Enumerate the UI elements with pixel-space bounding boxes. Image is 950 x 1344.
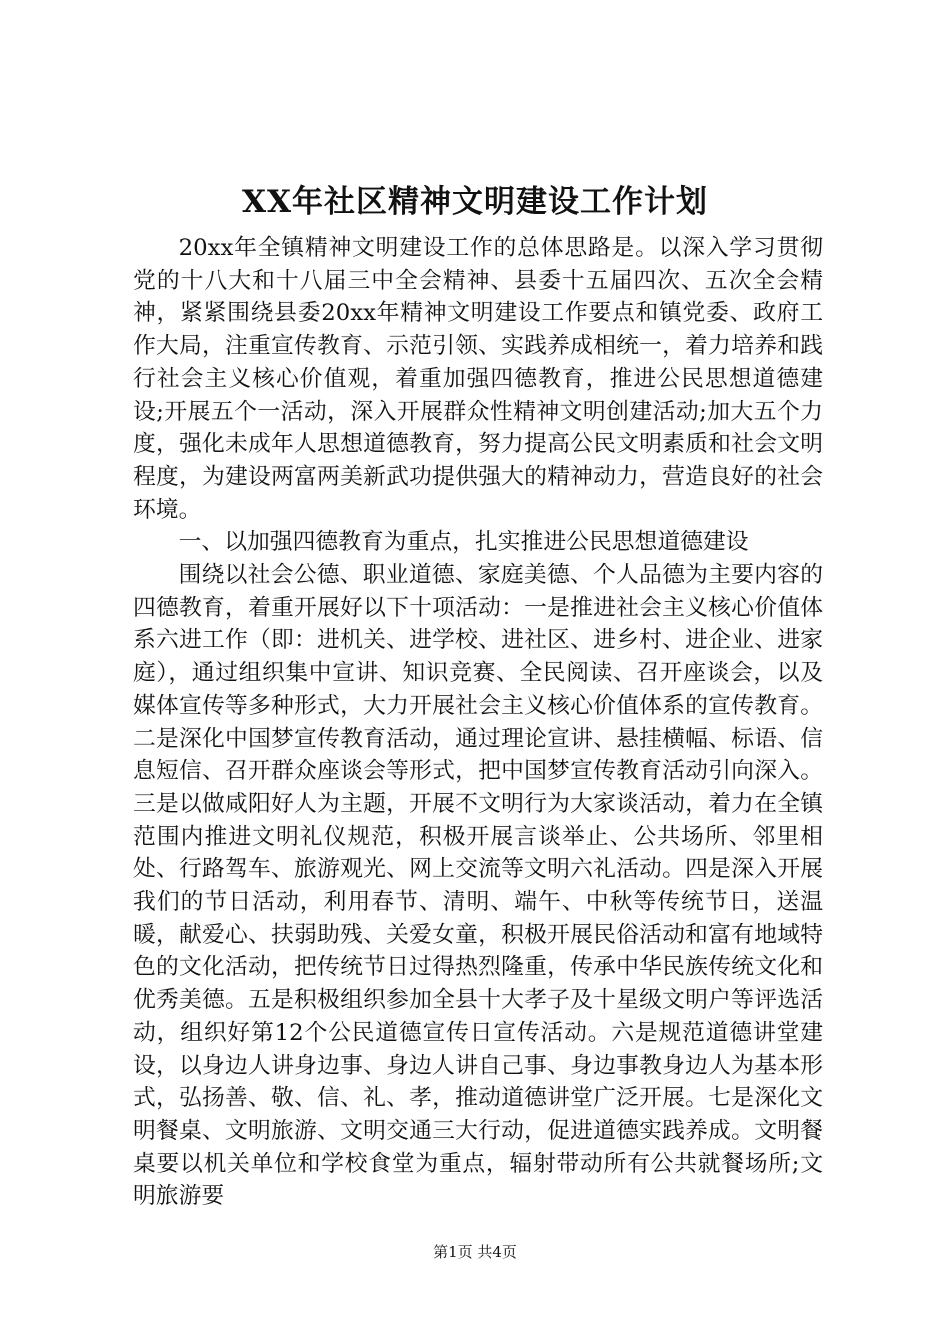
document-body [133, 232, 823, 1213]
document-title: XX年社区精神文明建设工作计划 [241, 184, 709, 220]
body-paragraph-section-1: 围绕以社会公德、职业道德、家庭美德、个人品德为主要内容的四德教育，着重开展好以下十项活动：一是推进社会主义核心价值体系六进工作（即：进机关、进学校、进社区、进乡村、进企业、进家庭），通过组织集中宣讲、知识竞赛、全民阅读、召开座谈会，以及媒体宣传等多种形式，大力开展社会主义核心价值体系的宣传教育。二是深化中国梦宣传教育活动，通过理论宣讲、悬挂横幅、标语、信息短信、召开群众座谈会等形式，把中国梦宣传教育活动引向深入。三是以做咸阳好人为主题，开展不文明行为大家谈活动，着力在全镇范围内推进文明礼仪规范，积极开展言谈举止、公共场所、邻里相处、行路驾车、旅游观光、网上交流等文明六礼活动。四是深入开展我们的节日活动，利用春节、清明、端午、中秋等传统节日，送温暖，献爱心、扶弱助残、关爱女童，积极开展民俗活动和富有地域特色的文化活动，把传统节日过得热烈隆重，传承中华民族传统文化和优秀美德。五是积极组织参加全县十大孝子及十星级文明户等评选活动，组织好第12个公民道德宣传日宣传活动。六是规范道德讲堂建设，以身边人讲身边事、身边人讲自己事、身边事教身边人为基本形式，弘扬善、敬、信、礼、孝，推动道德讲堂广泛开展。七是深化文明餐桌、文明旅游、文明交通三大行动，促进道德实践养成。文明餐桌要以机关单位和学校食堂为重点，辐射带动所有公共就餐场所;文明旅游要 [133, 562, 823, 1210]
section-heading-1: 一、以加强四德教育为重点，扎实推进公民思想道德建设 [178, 529, 749, 556]
page-footer: 第1页 共4页 [433, 1243, 517, 1261]
body-paragraph-intro: 20xx年全镇精神文明建设工作的总体思路是。以深入学习贯彻党的十八大和十八届三中全会精神、县委十五届四次、五次全会精神，紧紧围绕县委20xx年精神文明建设工作要点和镇党委、政府工作大局，注重宣传教育、示范引领、实践养成相统一，着力培养和践行社会主义核心价值观，着重加强四德教育，推进公民思想道德建设;开展五个一活动，深入开展群众性精神文明创建活动;加大五个力度，强化未成年人思想道德教育，努力提高公民文明素质和社会文明程度，为建设两富两美新武功提供强大的精神动力，营造良好的社会环境。 [133, 235, 823, 523]
